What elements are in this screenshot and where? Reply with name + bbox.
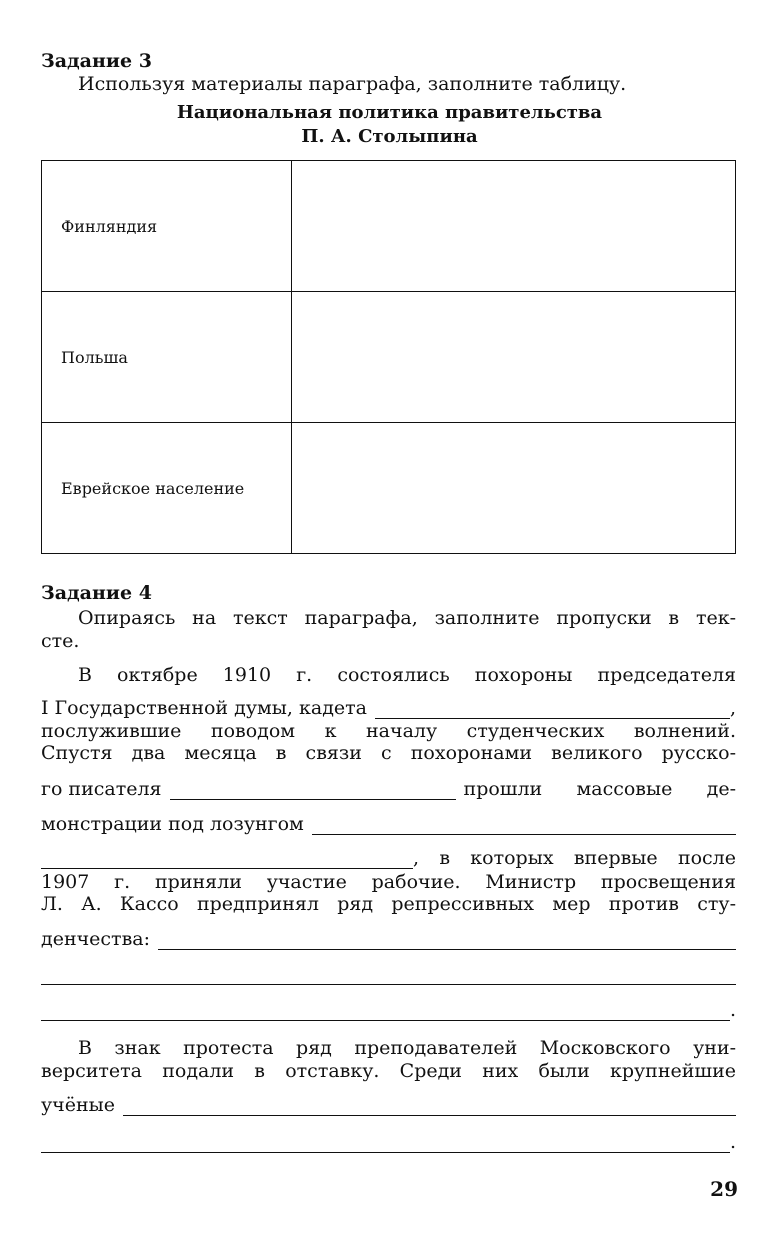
p2-line3: [41, 1094, 736, 1116]
row-label-jewish: Еврейское население: [42, 423, 292, 554]
blank-slogan-part2[interactable]: [41, 848, 413, 869]
blank-scientists-2[interactable]: [41, 1132, 730, 1153]
p1-line5-tail: прошли массовые де-: [463, 778, 736, 800]
task3-instruction: Используя материалы параграфа, заполните таблицу.: [78, 73, 627, 95]
p2-line2: верситета подали в отставку. Среди них были крупнейшие: [41, 1060, 736, 1082]
task3-title: Задание 3: [41, 50, 152, 72]
p1-line10: [41, 928, 736, 950]
answer-line-scientists-2: [41, 1131, 736, 1153]
p2-line1: В знак протеста ряд преподавателей Московского уни-: [78, 1037, 736, 1059]
p1-line4: Спустя два месяца в связи с похоронами великого русско-: [41, 742, 736, 764]
row-label-finland: Финляндия: [42, 161, 292, 292]
blank-writer-name[interactable]: [170, 779, 456, 800]
answer-cell-poland[interactable]: [292, 292, 736, 423]
p1-line2-comma: ,: [729, 697, 736, 719]
end-dot: .: [729, 999, 736, 1021]
blank-repressive-measures-1[interactable]: [158, 929, 736, 950]
policy-table: [41, 160, 736, 554]
task4-instruction-line1: Опираясь на текст параграфа, заполните пропуски в тек-: [78, 607, 736, 629]
table-title-line1: Национальная политика правительства: [176, 102, 603, 123]
task4-title: Задание 4: [41, 582, 152, 604]
p1-line6: [41, 813, 736, 835]
p1-line8: 1907 г. приняли участие рабочие. Министр просвещения: [41, 871, 736, 893]
p1-line10-text: денчества:: [41, 928, 150, 950]
table-row: [42, 161, 736, 292]
p1-line9: Л. А. Кассо предпринял ряд репрессивных мер против сту-: [41, 893, 736, 915]
p1-line1: В октябре 1910 г. состоялись похороны председателя: [78, 664, 736, 686]
task4-instruction-line2: сте.: [41, 630, 80, 652]
blank-slogan-part1[interactable]: [312, 814, 736, 835]
p1-line2: [41, 697, 736, 719]
p1-line3: послужившие поводом к началу студенческих волнений.: [41, 720, 736, 742]
table-title-line2: П. А. Столыпина: [301, 126, 478, 147]
p1-line7: [41, 847, 736, 869]
p1-line5: [41, 778, 736, 800]
row-label-poland: Польша: [42, 292, 292, 423]
table-row: [42, 292, 736, 423]
blank-repressive-measures-2[interactable]: [41, 964, 736, 985]
page-number: 29: [710, 1177, 738, 1201]
answer-line-2: [41, 964, 736, 985]
p2-line3-text: учёные: [41, 1094, 116, 1116]
blank-scientists-1[interactable]: [123, 1095, 736, 1116]
answer-line-3: [41, 999, 736, 1021]
blank-cadet-name[interactable]: [375, 698, 730, 719]
table-row: [42, 423, 736, 554]
blank-repressive-measures-3[interactable]: [41, 1000, 730, 1021]
p1-line6-text: монстрации под лозунгом: [41, 813, 304, 835]
p1-line5-text: го писателя: [41, 778, 162, 800]
end-dot-2: .: [729, 1131, 736, 1153]
p1-line7-text: , в которых впервые после: [413, 847, 736, 869]
answer-cell-jewish[interactable]: [292, 423, 736, 554]
answer-cell-finland[interactable]: [292, 161, 736, 292]
p1-line2-text: I Государственной думы, кадета: [41, 697, 367, 719]
